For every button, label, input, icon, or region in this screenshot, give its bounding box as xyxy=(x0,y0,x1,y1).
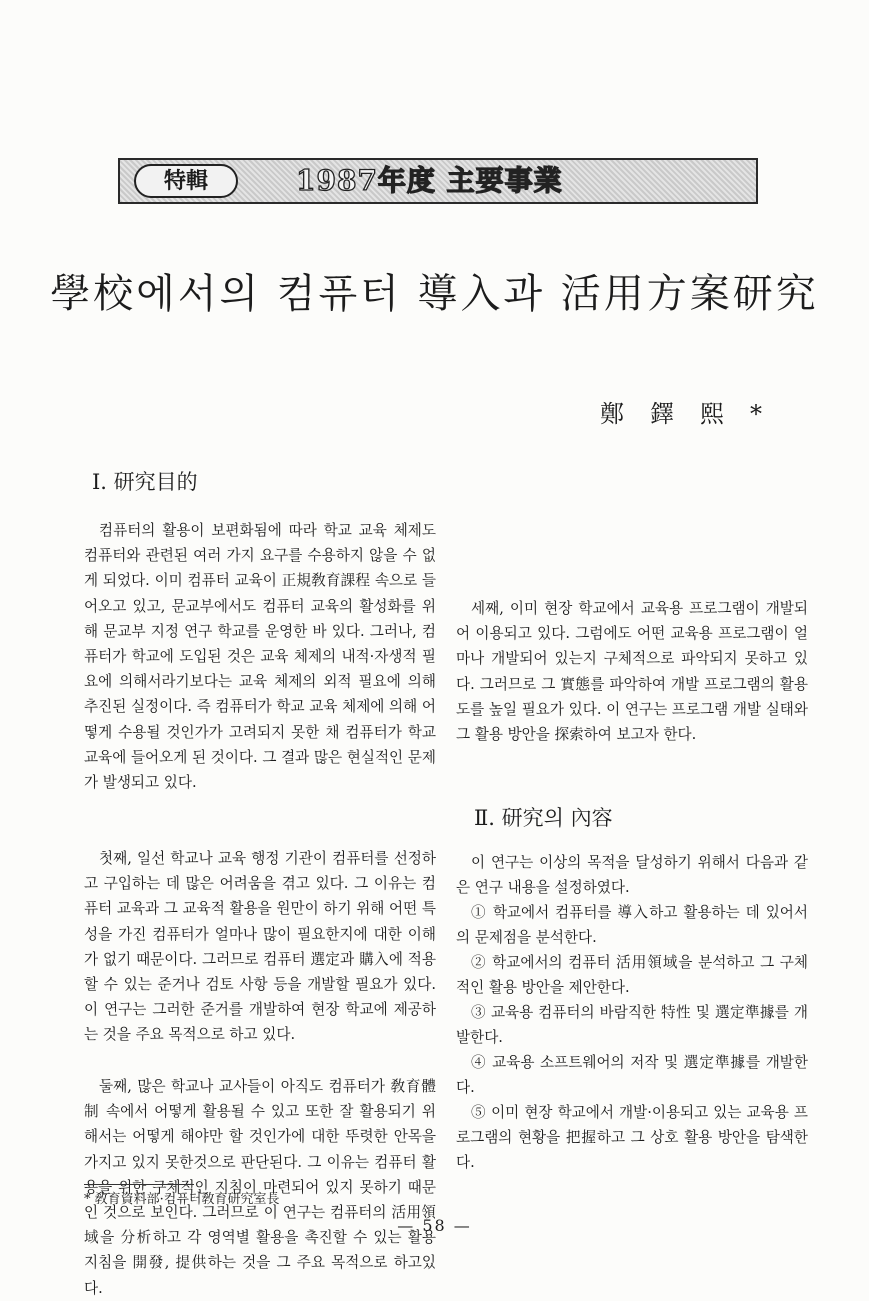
content-item-3: ③ 교육용 컴퓨터의 바람직한 特性 및 選定準據를 개발한다. xyxy=(456,1004,808,1047)
page-number: — 58 — xyxy=(397,1216,472,1235)
content-item-1: ① 학교에서 컴퓨터를 導入하고 활용하는 데 있어서의 문제점을 분석한다. xyxy=(456,904,808,947)
banner-badge: 特輯 xyxy=(134,164,238,198)
section-2-heading: Ⅱ. 研究의 內容 xyxy=(474,806,613,830)
section-1-paragraph-2: 첫째, 일선 학교나 교육 행정 기관이 컴퓨터를 선정하고 구입하는 데 많은 어려움을 겪고 있다. 그 이유는 컴퓨터 교육과 그 교육적 활용을 원만이 하기 위해 어떤 특성을 가진 컴퓨터가 얼마나 많이 필요한지에 대한 이해가 없기 때문이다. 그러므로 컴퓨터 選定과 購入에 적용할 수 있는 준거나 검토 사항 등을 개발할 필요가 있다. 이 연구는 그러한 준거를 개발하여 현장 학교에 제공하는 것을 주요 목적으로 하고 있다. xyxy=(84,850,436,1044)
article-title: 學校에서의 컴퓨터 導入과 活用方案研究 xyxy=(50,271,819,317)
content-item-2: ② 학교에서의 컴퓨터 活用領域을 분석하고 그 구체적인 활용 방안을 제안한다. xyxy=(456,954,808,997)
banner-title: 1987年度 主要事業 xyxy=(296,164,563,197)
section-1-heading: Ⅰ. 研究目的 xyxy=(92,470,198,494)
section-1-paragraph-3: 둘째, 많은 학교나 교사들이 아직도 컴퓨터가 敎育體制 속에서 어떻게 활용될 수 있고 또한 잘 활용되기 위해서는 어떻게 해야만 할 것인가에 대한 뚜렷한 안목을 가지고 있지 못한것으로 판단된다. 그 이유는 컴퓨터 활용을 위한 구체적인 지침이 마련되어 있지 못하기 때문인 것으로 보인다. 그러므로 이 연구는 컴퓨터의 活用領域을 分析하고 각 영역별 활용을 촉진할 수 있는 활용 지침을 開發, 提供하는 것을 그 주요 목적으로 하고있다. xyxy=(84,1078,436,1297)
section-1-paragraph-4: 세째, 이미 현장 학교에서 교육용 프로그램이 개발되어 이용되고 있다. 그럼에도 어떤 교육용 프로그램이 얼마나 개발되어 있는지 구체적으로 파악되지 못하고 있다. 그러므로 그 實態를 파악하여 개발 프로그램의 활용도를 높일 필요가 있다. 이 연구는 프로그램 개발 실태와 그 활용 방안을 探索하여 보고자 한다. xyxy=(456,600,808,744)
content-item-4: ④ 교육용 소프트웨어의 저작 및 選定準據를 개발한다. xyxy=(456,1054,808,1097)
feature-banner xyxy=(118,158,758,204)
section-1-paragraph-1: 컴퓨터의 활용이 보편화됨에 따라 학교 교육 체제도 컴퓨터와 관련된 여러 가지 요구를 수용하지 않을 수 없게 되었다. 이미 컴퓨터 교육이 正規敎育課程 속으로 들어오고 있고, 문교부에서도 컴퓨터 교육의 활성화를 위해 문교부 지정 연구 학교를 운영한 바 있다. 그러나, 컴퓨터가 학교에 도입된 것은 교육 체제의 내적·자생적 필요에 의해서라기보다는 교육 체제의 외적 필요에 의해 추진된 실정이다. 즉 컴퓨터가 학교 교육 체제에 의해 어떻게 수용될 것인가가 고려되지 못한 채 컴퓨터가 학교 교육에 들어오게 된 것이다. 그 결과 많은 현실적인 문제가 발생되고 있다. xyxy=(84,522,436,792)
footnote: * 敎育資料部·컴퓨터敎育研究室長 xyxy=(84,1192,280,1207)
section-2-intro: 이 연구는 이상의 목적을 달성하기 위해서 다음과 같은 연구 내용을 설정하였다. xyxy=(456,854,808,897)
footnote-divider xyxy=(84,1184,194,1185)
content-item-5: ⑤ 이미 현장 학교에서 개발·이용되고 있는 교육용 프로그램의 현황을 把握하고 그 상호 활용 방안을 탐색한다. xyxy=(456,1104,808,1172)
author-name: 鄭鐸熙* xyxy=(600,400,788,428)
